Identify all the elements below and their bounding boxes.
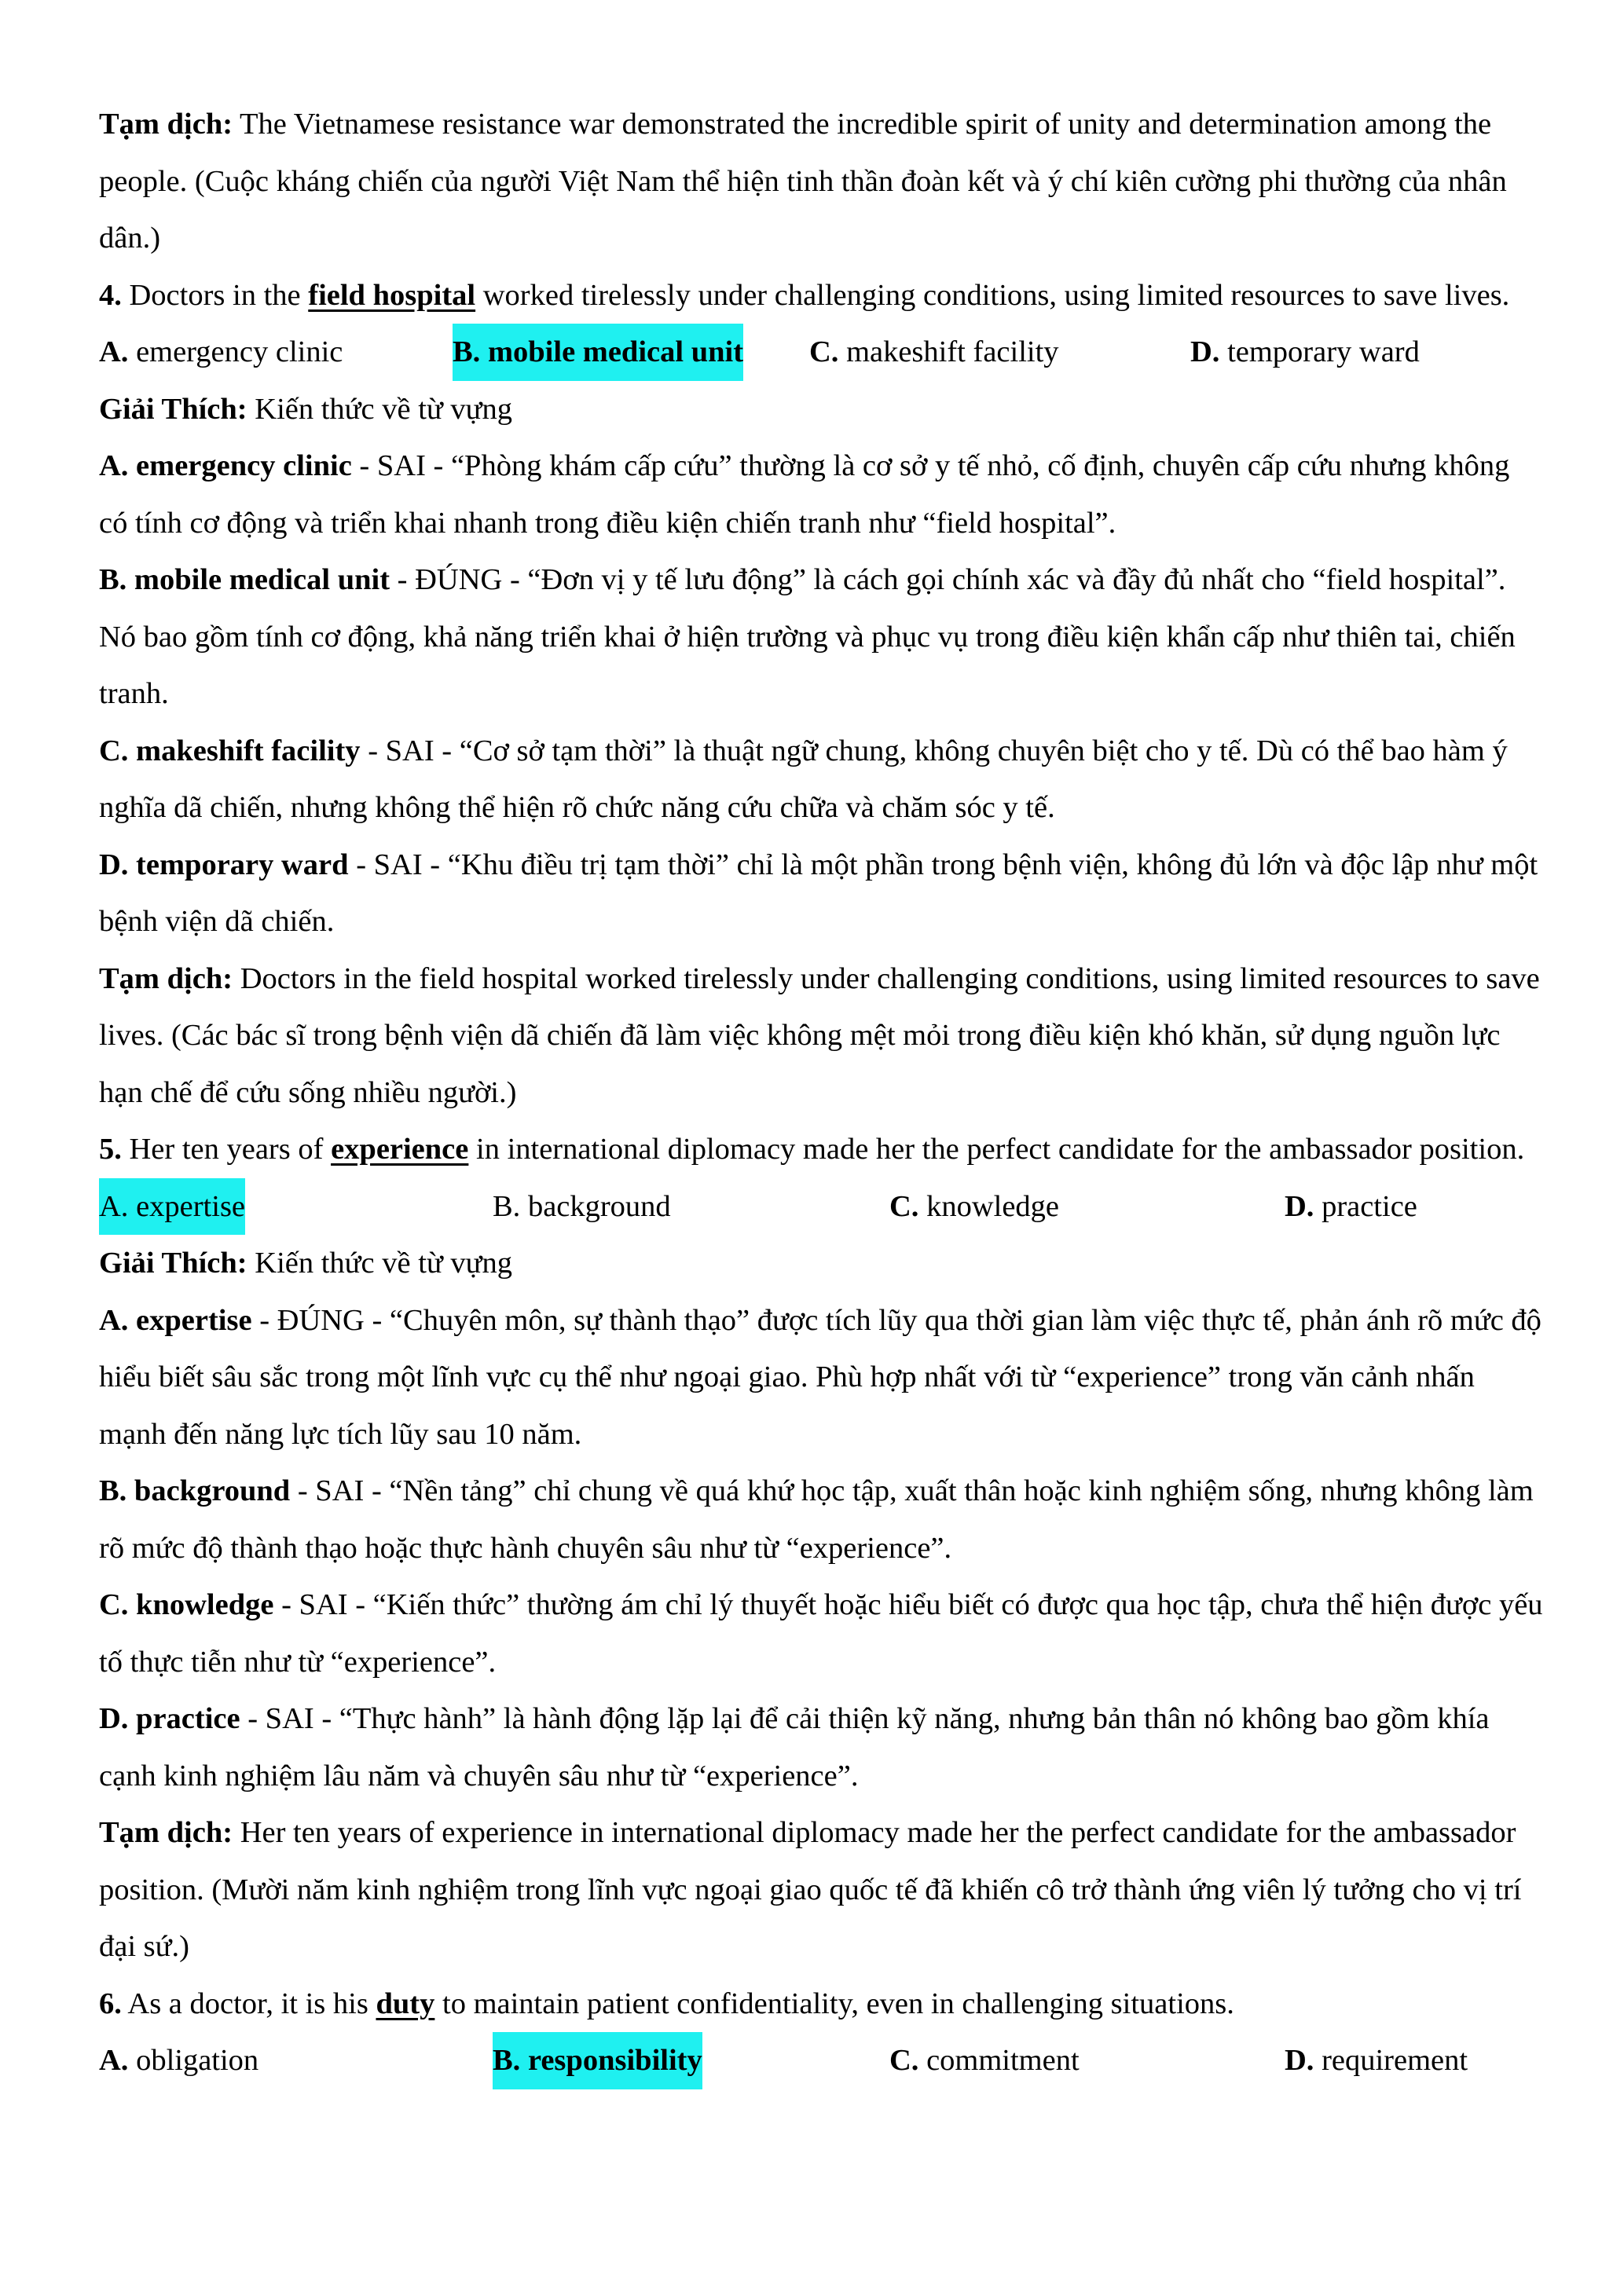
explanation-topic: Kiến thức về từ vựng (255, 1247, 513, 1280)
translation-label: Tạm dịch: (99, 108, 233, 141)
key-term: experience (331, 1133, 469, 1166)
document-page (99, 96, 1545, 2089)
key-term: duty (376, 1987, 435, 2020)
question-4-options (99, 324, 1545, 381)
option-d: D. temporary ward (1190, 335, 1420, 368)
explanation-item: A. emergency clinic - SAI - “Phòng khám cấp cứu” thường là cơ sở y tế nhỏ, cố định, chuyên cấp cứu nhưng không có tính cơ động và triển khai nhanh trong điều kiện chiến tranh như “field hospital”. (99, 449, 1510, 540)
translation-label: Tạm dịch: (99, 1816, 233, 1849)
option-c: C. knowledge (889, 1189, 1059, 1223)
option-b: B. background (493, 1189, 671, 1223)
question-text: As a doctor, it is his (127, 1987, 368, 2020)
explanation-item: A. expertise - ĐÚNG - “Chuyên môn, sự thành thạo” được tích lũy qua thời gian làm việc thực tế, phản ánh rõ mức độ hiểu biết sâu sắc trong một lĩnh vực cụ thể như ngoại giao. Phù hợp nhất với từ “experience” trong văn cảnh nhấn mạnh đến năng lực tích lũy sau 10 năm. (99, 1303, 1542, 1451)
translation-label: Tạm dịch: (99, 961, 233, 995)
option-d: D. requirement (1285, 2044, 1468, 2077)
explanation-topic: Kiến thức về từ vựng (255, 392, 513, 426)
translation-text: Her ten years of experience in international diplomacy made her the perfect candidate for the ambassador position. (Mười năm kinh nghiệm trong lĩnh vực ngoại giao quốc tế đã khiến cô trở thành ứng viên lý tưởng cho vị trí đại sứ.) (99, 1816, 1522, 1963)
option-b-correct: B. responsibility (493, 2032, 702, 2089)
option-a: A. emergency clinic (99, 335, 343, 368)
question-text: Doctors in the (129, 278, 301, 312)
question-number: 5. (99, 1133, 122, 1166)
explanation-heading (99, 1235, 1545, 1292)
explanation-item: D. practice - SAI - “Thực hành” là hành động lặp lại để cải thiện kỹ năng, nhưng bản thân nó không bao gồm khía cạnh kinh nghiệm lâu năm và chuyên sâu như từ “experience”. (99, 1702, 1490, 1792)
question-text: worked tirelessly under challenging conditions, using limited resources to save lives. (482, 278, 1510, 312)
explanation-item: C. makeshift facility - SAI - “Cơ sở tạm thời” là thuật ngữ chung, không chuyên biệt cho y tế. Dù có thể bao hàm ý nghĩa dã chiến, nhưng không thể hiện rõ chức năng cứu chữa và chăm sóc y tế. (99, 734, 1508, 824)
question-text: to maintain patient confidentiality, even in challenging situations. (442, 1987, 1234, 2020)
question-6-options (99, 2032, 1545, 2089)
key-term: field hospital (308, 278, 476, 312)
explanation-heading (99, 381, 1545, 438)
question-5 (99, 1121, 1545, 1178)
option-a-correct: A. expertise (99, 1178, 245, 1236)
option-c: C. commitment (889, 2044, 1080, 2077)
option-a: A. obligation (99, 2044, 259, 2077)
question-4 (99, 267, 1545, 324)
explanation-label: Giải Thích: (99, 392, 247, 426)
translation-text: Doctors in the field hospital worked tirelessly under challenging conditions, using limited resources to save lives. (Các bác sĩ trong bệnh viện dã chiến đã làm việc không mệt mỏi trong điều kiện khó khăn, sử dụng nguồn lực hạn chế để cứu sống nhiều người.) (99, 961, 1540, 1109)
question-6 (99, 1976, 1545, 2033)
question-text: in international diplomacy made her the perfect candidate for the ambassador position. (476, 1133, 1525, 1166)
explanation-item: D. temporary ward - SAI - “Khu điều trị tạm thời” chỉ là một phần trong bệnh viện, không đủ lớn và độc lập như một bệnh viện dã chiến. (99, 848, 1538, 938)
option-b-correct: B. mobile medical unit (453, 324, 743, 381)
explanation-item: B. mobile medical unit - ĐÚNG - “Đơn vị y tế lưu động” là cách gọi chính xác và đầy đủ nhất cho “field hospital”. Nó bao gồm tính cơ động, khả năng triển khai ở hiện trường và phục vụ trong điều kiện khẩn cấp như thiên tai, chiến tranh. (99, 563, 1516, 710)
translation-paragraph (99, 950, 1545, 1122)
translation-text: The Vietnamese resistance war demonstrated the incredible spirit of unity and determination among the people. (Cuộc kháng chiến của người Việt Nam thể hiện tinh thần đoàn kết và ý chí kiên cường phi thường của nhân dân.) (99, 108, 1507, 255)
explanation-label: Giải Thích: (99, 1247, 247, 1280)
question-number: 6. (99, 1987, 122, 2020)
option-c: C. makeshift facility (809, 335, 1059, 368)
question-number: 4. (99, 278, 122, 312)
explanation-item: C. knowledge - SAI - “Kiến thức” thường ám chỉ lý thuyết hoặc hiểu biết có được qua học tập, chưa thể hiện được yếu tố thực tiễn như từ “experience”. (99, 1588, 1543, 1679)
option-d: D. practice (1285, 1189, 1417, 1223)
translation-paragraph (99, 1804, 1545, 1976)
translation-paragraph (99, 96, 1545, 267)
question-5-options (99, 1178, 1545, 1236)
explanation-item: B. background - SAI - “Nền tảng” chỉ chung về quá khứ học tập, xuất thân hoặc kinh nghiệm sống, nhưng không làm rõ mức độ thành thạo hoặc thực hành chuyên sâu như từ “experience”. (99, 1474, 1534, 1565)
question-text: Her ten years of (129, 1133, 324, 1166)
